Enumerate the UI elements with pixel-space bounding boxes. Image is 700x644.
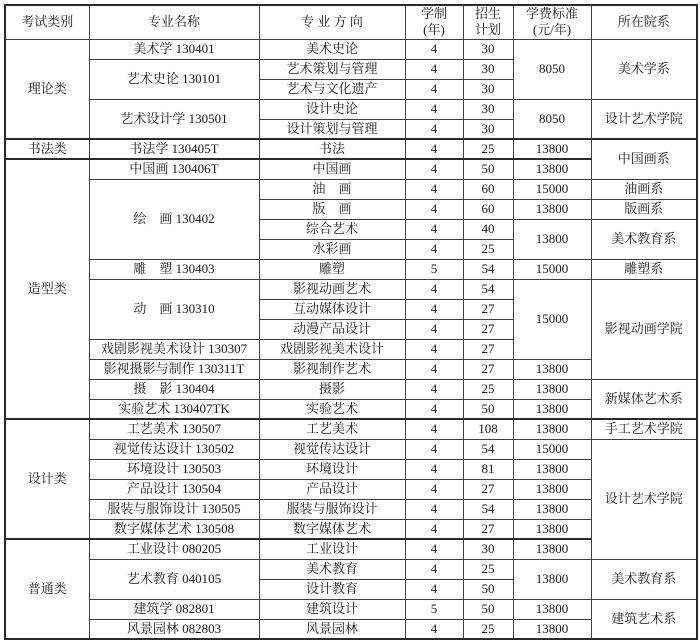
duration-cell: 4 (405, 319, 463, 339)
duration-cell: 5 (405, 599, 463, 619)
direction-cell: 综合艺术 (259, 219, 405, 239)
enrollment-cell: 50 (463, 599, 513, 619)
header-department-label: 所在院系 (617, 14, 670, 30)
major-name-cell: 产品设计 130504 (89, 479, 259, 499)
exam-category-cell: 书法类 (5, 139, 89, 159)
department-cell: 美术教育系 (591, 559, 697, 599)
header-direction (259, 5, 405, 39)
direction-cell: 艺术策划与管理 (259, 59, 405, 79)
enrollment-cell: 27 (463, 339, 513, 359)
major-name-cell: 工业设计 080205 (89, 539, 259, 559)
major-name-cell: 建筑学 082801 (89, 599, 259, 619)
department-cell: 中国画系 (591, 139, 697, 179)
direction-cell: 版 画 (259, 199, 405, 219)
table-row (5, 379, 697, 399)
tuition-cell: 15000 (513, 259, 591, 279)
exam-category-cell: 设计类 (5, 419, 89, 539)
table-row (5, 599, 697, 619)
tuition-cell: 13800 (513, 199, 591, 219)
major-name-cell: 中国画 130406T (89, 159, 259, 179)
major-name-cell: 服装与服饰设计 130505 (89, 499, 259, 519)
exam-category-cell: 理论类 (5, 39, 89, 139)
exam-category-cell: 普通类 (5, 539, 89, 639)
enrollment-cell: 30 (463, 79, 513, 99)
department-cell: 油画系 (591, 179, 697, 199)
exam-category-cell: 造型类 (5, 159, 89, 419)
duration-cell: 4 (405, 459, 463, 479)
duration-cell: 4 (405, 539, 463, 559)
enrollment-cell: 30 (463, 119, 513, 139)
duration-cell: 4 (405, 39, 463, 59)
tuition-cell: 8050 (513, 39, 591, 99)
enrollment-cell: 50 (463, 159, 513, 179)
direction-cell: 设计史论 (259, 99, 405, 119)
duration-cell: 4 (405, 419, 463, 439)
enrollment-cell: 60 (463, 199, 513, 219)
tuition-cell: 13800 (513, 539, 591, 559)
direction-cell: 摄影 (259, 379, 405, 399)
major-name-cell: 数字媒体艺术 130508 (89, 519, 259, 539)
department-cell: 版画系 (591, 199, 697, 219)
direction-cell: 设计策划与管理 (259, 119, 405, 139)
duration-cell: 4 (405, 359, 463, 379)
enrollment-cell: 108 (463, 419, 513, 439)
duration-cell: 4 (405, 179, 463, 199)
table-body (5, 39, 697, 639)
duration-cell: 4 (405, 619, 463, 639)
direction-cell: 工艺美术 (259, 419, 405, 439)
enrollment-cell: 25 (463, 139, 513, 159)
header-exam-category-label: 考试类别 (21, 14, 74, 30)
duration-cell: 4 (405, 399, 463, 419)
direction-cell: 中国画 (259, 159, 405, 179)
enrollment-cell: 27 (463, 359, 513, 379)
department-cell: 雕塑系 (591, 259, 697, 279)
direction-cell: 美术史论 (259, 39, 405, 59)
direction-cell: 服装与服饰设计 (259, 499, 405, 519)
enrollment-cell: 27 (463, 519, 513, 539)
tuition-cell: 15000 (513, 439, 591, 459)
duration-cell: 4 (405, 59, 463, 79)
header-major-name-label: 专业名称 (147, 14, 200, 30)
department-cell: 影视动画学院 (591, 279, 697, 379)
department-cell: 设计艺术学院 (591, 439, 697, 559)
tuition-cell: 8050 (513, 99, 591, 139)
major-name-cell: 环境设计 130503 (89, 459, 259, 479)
header-duration-label-line2: (年) (423, 22, 445, 38)
table-row (5, 39, 697, 59)
enrollment-cell: 54 (463, 499, 513, 519)
major-name-cell: 艺术教育 040105 (89, 559, 259, 599)
table-row (5, 279, 697, 299)
enrollment-cell: 30 (463, 99, 513, 119)
tuition-cell: 13800 (513, 499, 591, 519)
header-direction-label: 专 业 方 向 (301, 14, 363, 30)
enrollment-cell: 50 (463, 399, 513, 419)
table-row (5, 99, 697, 119)
duration-cell: 4 (405, 239, 463, 259)
duration-cell: 4 (405, 219, 463, 239)
enrollment-cell: 27 (463, 299, 513, 319)
enrollment-cell: 50 (463, 579, 513, 599)
department-cell: 美术教育系 (591, 219, 697, 259)
tuition-cell: 13800 (513, 219, 591, 259)
major-name-cell: 戏剧影视美术设计 130307 (89, 339, 259, 359)
duration-cell: 4 (405, 579, 463, 599)
enrollment-cell: 40 (463, 219, 513, 239)
major-name-cell: 美术学 130401 (89, 39, 259, 59)
direction-cell: 工业设计 (259, 539, 405, 559)
department-cell: 新媒体艺术系 (591, 379, 697, 419)
header-exam-category (5, 5, 89, 39)
tuition-cell: 13800 (513, 619, 591, 639)
tuition-cell: 15000 (513, 279, 591, 359)
header-enrollment-label-line2: 计划 (474, 22, 501, 38)
major-name-cell: 影视摄影与制作 130311T (89, 359, 259, 379)
duration-cell: 4 (405, 199, 463, 219)
direction-cell: 实验艺术 (259, 399, 405, 419)
major-name-cell: 风景园林 082803 (89, 619, 259, 639)
duration-cell: 4 (405, 339, 463, 359)
direction-cell: 动漫产品设计 (259, 319, 405, 339)
department-cell: 设计艺术学院 (591, 99, 697, 139)
tuition-cell: 13800 (513, 599, 591, 619)
header-duration-label-line1: 学制 (420, 6, 447, 21)
major-name-cell: 艺术史论 130101 (89, 59, 259, 99)
duration-cell: 4 (405, 439, 463, 459)
direction-cell: 影视动画艺术 (259, 279, 405, 299)
direction-cell: 环境设计 (259, 459, 405, 479)
enrollment-cell: 27 (463, 479, 513, 499)
duration-cell: 5 (405, 259, 463, 279)
enrollment-cell: 30 (463, 39, 513, 59)
enrollment-cell: 30 (463, 539, 513, 559)
enrollment-cell: 30 (463, 59, 513, 79)
header-tuition-label-line2: (元/年) (532, 22, 572, 38)
enrollment-cell: 25 (463, 619, 513, 639)
enrollment-cell: 25 (463, 379, 513, 399)
direction-cell: 互动媒体设计 (259, 299, 405, 319)
major-name-cell: 动 画 130310 (89, 279, 259, 339)
direction-cell: 设计教育 (259, 579, 405, 599)
header-row (5, 5, 697, 39)
direction-cell: 艺术与文化遗产 (259, 79, 405, 99)
table-row (5, 259, 697, 279)
duration-cell: 4 (405, 99, 463, 119)
tuition-cell: 13800 (513, 379, 591, 399)
duration-cell: 4 (405, 479, 463, 499)
enrollment-cell: 54 (463, 279, 513, 299)
header-department (591, 5, 697, 39)
duration-cell: 4 (405, 159, 463, 179)
table-row (5, 559, 697, 579)
duration-cell: 4 (405, 299, 463, 319)
major-name-cell: 工艺美术 130507 (89, 419, 259, 439)
direction-cell: 戏剧影视美术设计 (259, 339, 405, 359)
direction-cell: 油 画 (259, 179, 405, 199)
major-name-cell: 艺术设计学 130501 (89, 99, 259, 139)
major-name-cell: 绘 画 130402 (89, 179, 259, 259)
direction-cell: 书法 (259, 139, 405, 159)
department-cell: 美术学系 (591, 39, 697, 99)
header-duration (405, 5, 463, 39)
table-row (5, 439, 697, 459)
header-enrollment-label-line1: 招生 (474, 6, 501, 21)
enrollment-cell: 25 (463, 239, 513, 259)
tuition-cell: 13800 (513, 459, 591, 479)
duration-cell: 4 (405, 279, 463, 299)
direction-cell: 雕塑 (259, 259, 405, 279)
tuition-cell: 13800 (513, 159, 591, 179)
duration-cell: 4 (405, 379, 463, 399)
duration-cell: 4 (405, 519, 463, 539)
duration-cell: 4 (405, 559, 463, 579)
header-tuition (513, 5, 591, 39)
tuition-cell: 13800 (513, 479, 591, 499)
duration-cell: 4 (405, 119, 463, 139)
tuition-cell: 13800 (513, 419, 591, 439)
admissions-plan-table (4, 4, 698, 640)
duration-cell: 4 (405, 499, 463, 519)
direction-cell: 美术教育 (259, 559, 405, 579)
header-tuition-label-line1: 学费标准 (525, 6, 578, 21)
tuition-cell: 13800 (513, 519, 591, 539)
table-row (5, 419, 697, 439)
major-name-cell: 实验艺术 130407TK (89, 399, 259, 419)
department-cell: 建筑艺术系 (591, 599, 697, 639)
enrollment-cell: 27 (463, 319, 513, 339)
enrollment-cell: 25 (463, 559, 513, 579)
direction-cell: 水彩画 (259, 239, 405, 259)
direction-cell: 风景园林 (259, 619, 405, 639)
direction-cell: 影视制作艺术 (259, 359, 405, 379)
enrollment-cell: 60 (463, 179, 513, 199)
enrollment-cell: 81 (463, 459, 513, 479)
direction-cell: 视觉传达设计 (259, 439, 405, 459)
tuition-cell: 13800 (513, 359, 591, 379)
header-major-name (89, 5, 259, 39)
major-name-cell: 视觉传达设计 130502 (89, 439, 259, 459)
duration-cell: 4 (405, 79, 463, 99)
direction-cell: 产品设计 (259, 479, 405, 499)
duration-cell: 4 (405, 139, 463, 159)
tuition-cell: 13800 (513, 399, 591, 419)
tuition-cell: 13800 (513, 139, 591, 159)
tuition-cell: 13800 (513, 559, 591, 599)
major-name-cell: 雕 塑 130403 (89, 259, 259, 279)
enrollment-cell: 54 (463, 259, 513, 279)
enrollment-cell: 54 (463, 439, 513, 459)
major-name-cell: 摄 影 130404 (89, 379, 259, 399)
tuition-cell: 15000 (513, 179, 591, 199)
direction-cell: 建筑设计 (259, 599, 405, 619)
table-row (5, 139, 697, 159)
department-cell: 手工艺术学院 (591, 419, 697, 439)
direction-cell: 数字媒体艺术 (259, 519, 405, 539)
major-name-cell: 书法学 130405T (89, 139, 259, 159)
table-row (5, 179, 697, 199)
header-enrollment (463, 5, 513, 39)
